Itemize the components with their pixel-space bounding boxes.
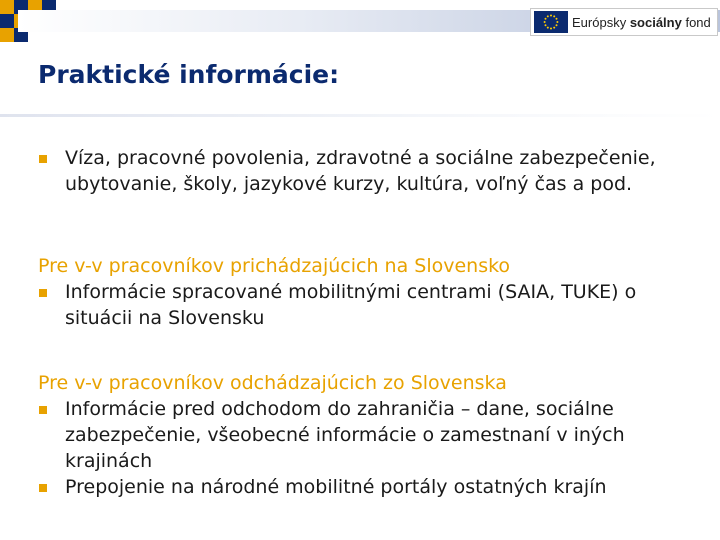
- section-heading: Pre v-v pracovníkov prichádzajúcich na Slovensko: [38, 255, 511, 277]
- list-item: Informácie spracované mobilitnými centrami (SAIA, TUKE) o situácii na Slovensku: [38, 279, 698, 331]
- incoming-section: [38, 253, 698, 331]
- bullet-square-icon: [39, 484, 47, 492]
- general-info-list: [38, 145, 698, 197]
- list-item: Prepojenie na národné mobilitné portály ostatných krajín: [38, 474, 698, 500]
- list-item: Informácie pred odchodom do zahraničia – dane, sociálne zabezpečenie, všeobecné informácie o zamestnaní v iných krajinách: [38, 396, 698, 474]
- esf-logo: [530, 8, 718, 36]
- eu-flag-icon: [534, 11, 568, 33]
- esf-logo-text: Európsky sociálny fond: [572, 14, 711, 30]
- bullet-square-icon: [39, 155, 47, 163]
- page-title: Praktické informácie:: [38, 60, 340, 89]
- section-heading: Pre v-v pracovníkov odchádzajúcich zo Slovenska: [38, 372, 507, 394]
- list-item: Víza, pracovné povolenia, zdravotné a sociálne zabezpečenie, ubytovanie, školy, jazykové kurzy, kultúra, voľný čas a pod.: [38, 145, 698, 197]
- title-divider: [0, 114, 720, 117]
- outgoing-section: [38, 370, 698, 500]
- bullet-square-icon: [39, 289, 47, 297]
- bullet-square-icon: [39, 406, 47, 414]
